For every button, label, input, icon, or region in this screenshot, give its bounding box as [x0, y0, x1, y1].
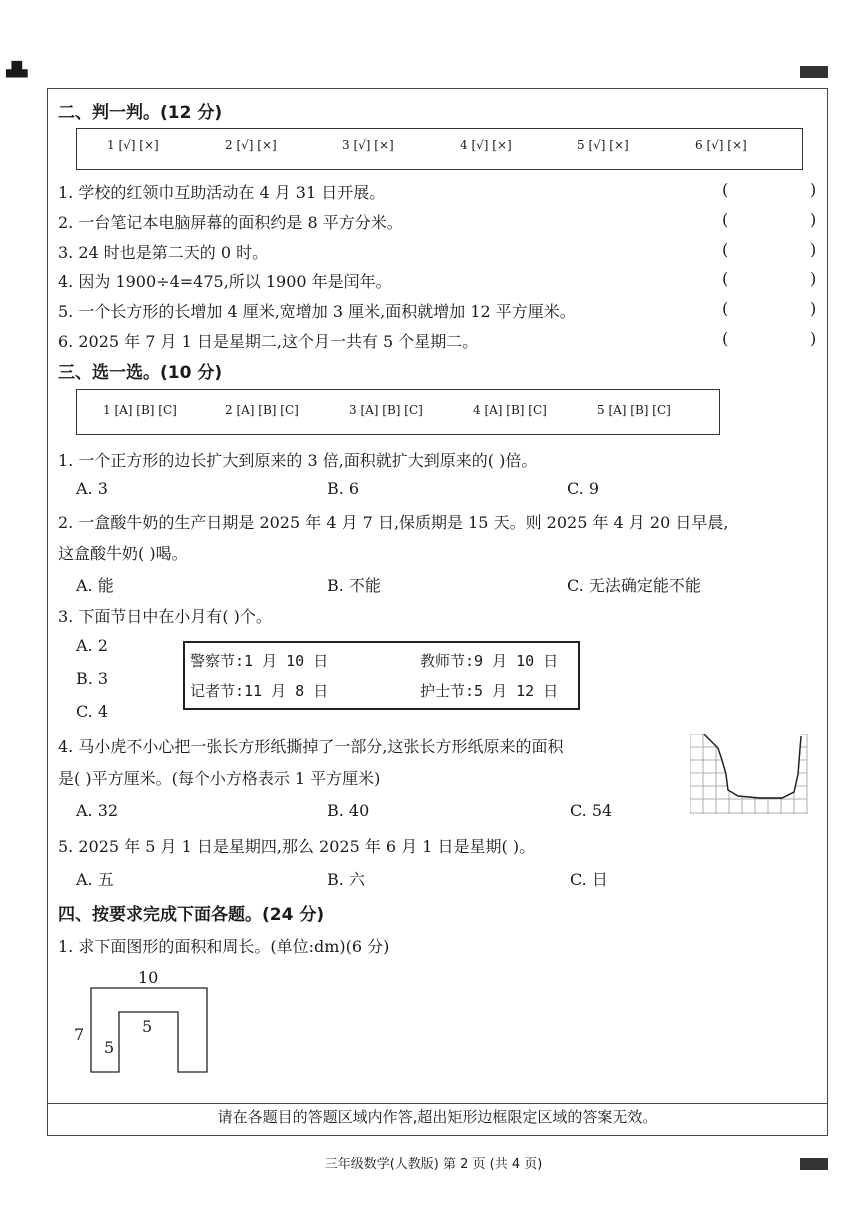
judge-paren-open-5[interactable]: (: [722, 299, 729, 318]
label-inner-height: 5: [104, 1038, 115, 1057]
q3-option-a[interactable]: A. 2: [76, 636, 108, 655]
judge-question-2: 2. 一台笔记本电脑屏幕的面积约是 8 平方分米。: [58, 213, 403, 232]
q1-option-c[interactable]: C. 9: [567, 479, 600, 498]
judge-answer-5[interactable]: 5 [√] [×]: [577, 138, 629, 152]
judge-paren-open-3[interactable]: (: [722, 240, 729, 259]
judge-answer-row: [76, 128, 803, 170]
choice-question-3: 3. 下面节日中在小月有( )个。: [58, 607, 272, 626]
festival-box: [183, 641, 580, 710]
judge-question-5: 5. 一个长方形的长增加 4 厘米,宽增加 3 厘米,面积就增加 12 平方厘米。: [58, 302, 576, 321]
composite-shape-figure: [70, 962, 220, 1080]
label-height: 7: [74, 1025, 85, 1044]
choice-question-4-line1: 4. 马小虎不小心把一张长方形纸撕掉了一部分,这张长方形纸原来的面积: [58, 737, 564, 756]
page-footer: 三年级数学(人教版) 第 2 页 (共 4 页): [324, 1157, 543, 1172]
q1-option-b[interactable]: B. 6: [327, 479, 360, 498]
scan-mark: ▟▙: [6, 62, 28, 78]
choice-question-2-line1: 2. 一盒酸牛奶的生产日期是 2025 年 4 月 7 日,保质期是 15 天。则 2025 年 4 月 20 日早晨,: [58, 513, 729, 532]
choice-answer-1[interactable]: 1 [A] [B] [C]: [103, 403, 177, 417]
judge-answer-6[interactable]: 6 [√] [×]: [695, 138, 747, 152]
choice-question-5: 5. 2025 年 5 月 1 日是星期四,那么 2025 年 6 月 1 日是星期( )。: [58, 837, 536, 856]
judge-paren-close-3: ): [810, 240, 817, 259]
judge-paren-open-2[interactable]: (: [722, 210, 729, 229]
festival-teacher-day: 教师节:9 月 10 日: [420, 652, 559, 670]
geometry-question-1: 1. 求下面图形的面积和周长。(单位:dm)(6 分): [58, 937, 390, 956]
judge-paren-close-5: ): [810, 299, 817, 318]
choice-question-1: 1. 一个正方形的边长扩大到原来的 3 倍,面积就扩大到原来的( )倍。: [58, 451, 538, 470]
q5-option-c[interactable]: C. 日: [570, 870, 608, 889]
judge-answer-3[interactable]: 3 [√] [×]: [342, 138, 394, 152]
choice-answer-2[interactable]: 2 [A] [B] [C]: [225, 403, 299, 417]
judge-question-3: 3. 24 时也是第二天的 0 时。: [58, 243, 269, 262]
q4-option-c[interactable]: C. 54: [570, 801, 613, 820]
judge-paren-close-2: ): [810, 210, 817, 229]
torn-paper-grid: [690, 734, 808, 816]
judge-question-1: 1. 学校的红领巾互助活动在 4 月 31 日开展。: [58, 183, 386, 202]
judge-paren-open-6[interactable]: (: [722, 329, 729, 348]
q4-option-a[interactable]: A. 32: [76, 801, 119, 820]
q2-option-a[interactable]: A. 能: [76, 576, 114, 595]
judge-paren-close-1: ): [810, 180, 817, 199]
alignment-mark-bottom: [800, 1158, 828, 1170]
q3-option-c[interactable]: C. 4: [76, 702, 109, 721]
judge-answer-1[interactable]: 1 [√] [×]: [107, 138, 159, 152]
q5-option-b[interactable]: B. 六: [327, 870, 365, 889]
label-inner-width: 5: [142, 1017, 153, 1036]
choice-answer-3[interactable]: 3 [A] [B] [C]: [349, 403, 423, 417]
judge-paren-open-4[interactable]: (: [722, 269, 729, 288]
section4-title: 四、按要求完成下面各题。(24 分): [58, 905, 325, 925]
choice-answer-row: [76, 389, 720, 435]
choice-question-4-line2: 是( )平方厘米。(每个小方格表示 1 平方厘米): [58, 769, 381, 788]
judge-answer-2[interactable]: 2 [√] [×]: [225, 138, 277, 152]
festival-journalist-day: 记者节:11 月 8 日: [190, 682, 329, 700]
judge-paren-close-6: ): [810, 329, 817, 348]
choice-question-2-line2: 这盒酸牛奶( )喝。: [58, 544, 188, 563]
judge-question-4: 4. 因为 1900÷4=475,所以 1900 年是闰年。: [58, 272, 392, 291]
q2-option-c[interactable]: C. 无法确定能不能: [567, 576, 701, 595]
q5-option-a[interactable]: A. 五: [76, 870, 114, 889]
alignment-mark-top: [800, 66, 828, 78]
judge-paren-close-4: ): [810, 269, 817, 288]
festival-police-day: 警察节:1 月 10 日: [190, 652, 329, 670]
q2-option-b[interactable]: B. 不能: [327, 576, 381, 595]
answer-area-notice: 请在各题目的答题区域内作答,超出矩形边框限定区域的答案无效。: [217, 1108, 658, 1126]
q4-option-b[interactable]: B. 40: [327, 801, 370, 820]
label-top-length: 10: [138, 968, 159, 987]
notice-divider: [48, 1103, 827, 1104]
q3-option-b[interactable]: B. 3: [76, 669, 109, 688]
choice-answer-4[interactable]: 4 [A] [B] [C]: [473, 403, 547, 417]
q1-option-a[interactable]: A. 3: [76, 479, 108, 498]
festival-nurse-day: 护士节:5 月 12 日: [420, 682, 559, 700]
judge-paren-open-1[interactable]: (: [722, 180, 729, 199]
section3-title: 三、选一选。(10 分): [58, 363, 223, 383]
judge-answer-4[interactable]: 4 [√] [×]: [460, 138, 512, 152]
section2-title: 二、判一判。(12 分): [58, 103, 223, 123]
judge-question-6: 6. 2025 年 7 月 1 日是星期二,这个月一共有 5 个星期二。: [58, 332, 479, 351]
choice-answer-5[interactable]: 5 [A] [B] [C]: [597, 403, 671, 417]
